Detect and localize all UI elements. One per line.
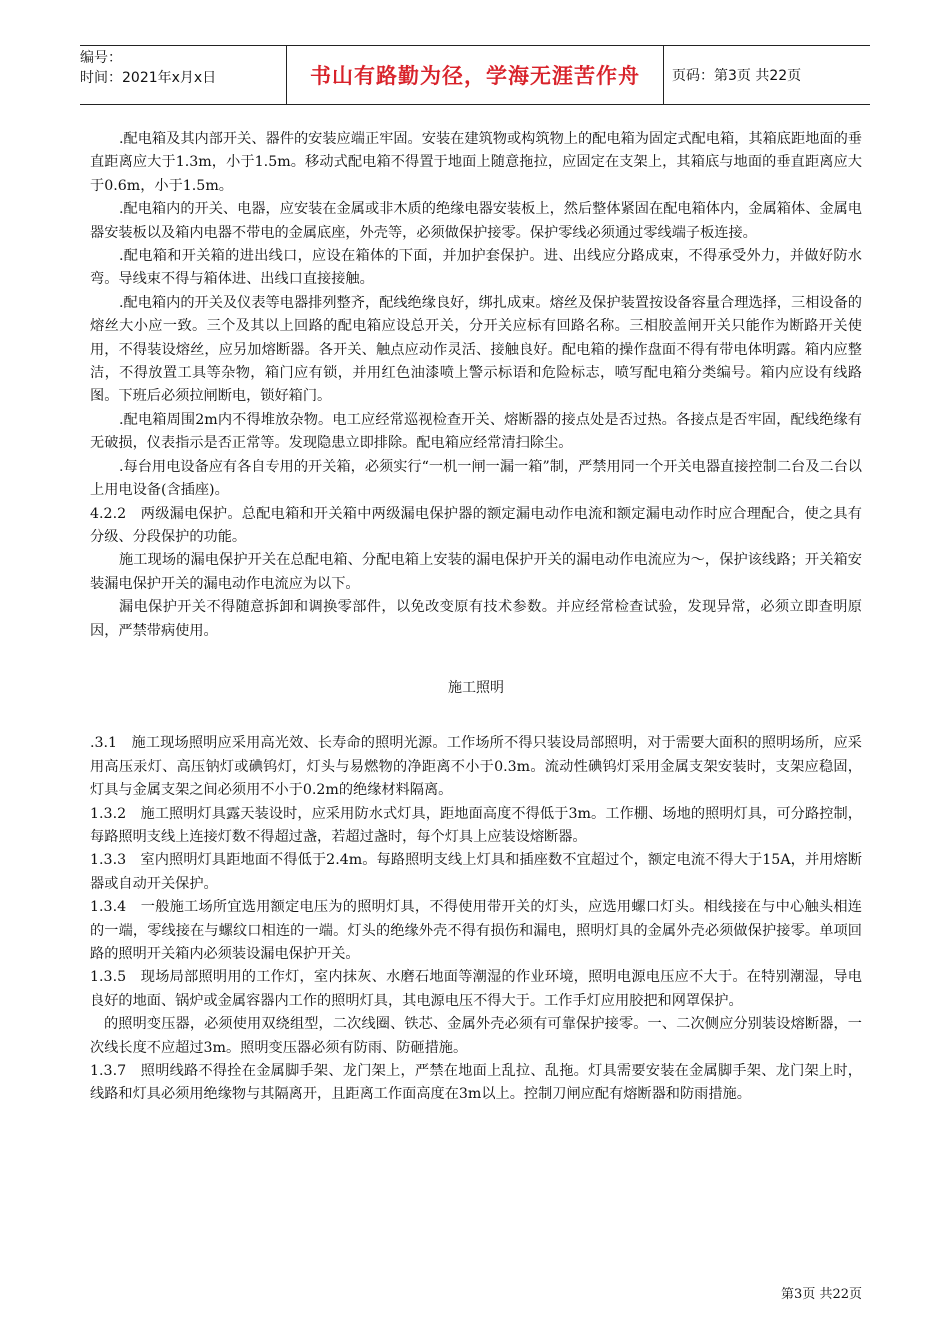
paragraph: 施工现场的漏电保护开关在总配电箱、分配电箱上安装的漏电保护开关的漏电动作电流应为～，保护该线路；开关箱安装漏电保护开关的漏电动作电流应为以下。 xyxy=(90,552,862,592)
document-number-label: 编号： xyxy=(80,50,122,66)
paragraph: .配电箱内的开关、电器，应安装在金属或非木质的绝缘电器安装板上，然后整体紧固在配电箱体内，金属箱体、金属电器安装板以及箱内电器不带电的金属底座，外壳等，必须做保护接零。保护零线必须通过零线端子板连接。 xyxy=(90,201,862,241)
header-meta xyxy=(80,46,287,104)
lighting-paragraph: 1.3.2 施工照明灯具露天装设时，应采用防水式灯具，距地面高度不得低于3m。工作棚、场地的照明灯具，可分路控制，每路照明支线上连接灯数不得超过盏，若超过盏时，每个灯具上应装设熔断器。 xyxy=(90,805,862,845)
lighting-paragraph: 1.3.7 照明线路不得拴在金属脚手架、龙门架上，严禁在地面上乱拉、乱拖。灯具需要安装在金属脚手架、龙门架上时，线路和灯具必须用绝缘物与其隔离开，且距离工作面高度在3m以上。控制刀闸应配有熔断器和防雨措施。 xyxy=(90,1063,862,1103)
paragraph: .配电箱周围2m内不得堆放杂物。电工应经常巡视检查开关、熔断器的接点处是否过热。各接点是否牢固，配线绝缘有无破损，仪表指示是否正常等。发现隐患立即排除。配电箱应经常清扫除尘。 xyxy=(90,411,862,452)
document-date: 时间：2021年x月x日 xyxy=(80,70,217,86)
paragraph: .配电箱内的开关及仪表等电器排列整齐，配线绝缘良好，绑扎成束。熔丝及保护装置按设备容量合理选择，三相设备的熔丝大小应一致。三个及其以上回路的配电箱应设总开关，分开关应标有回路名称。三相胶盖闸开关只能作为断路开关使用，不得装设熔丝，应另加熔断器。各开关、触点应动作灵活、接触良好。配电箱的操作盘面不得有带电体明露。箱内应整洁，不得放置工具等杂物，箱门应有锁，并用红色油漆喷上警示标语和危险标志，喷写配电箱分类编号。箱内应设有线路图。下班后必须拉闸断电，锁好箱门。 xyxy=(90,294,862,405)
lighting-paragraph: 1.3.5 现场局部照明用的工作灯，室内抹灰、水磨石地面等潮湿的作业环境，照明电源电压应不大于。在特别潮湿，导电良好的地面、锅炉或金属容器内工作的照明灯具，其电源电压不得大于。工作手灯应用胶把和网罩保护。 xyxy=(90,969,862,1009)
section-title: 施工照明 xyxy=(448,679,504,696)
lighting-paragraph: 的照明变压器，必须使用双绕组型，二次线圈、铁芯、金属外壳必须有可靠保护接零。一、二次侧应分别装设熔断器，一次线长度不应超过3m。照明变压器必须有防雨、防砸措施。 xyxy=(90,1016,862,1056)
paragraph: .配电箱及其内部开关、器件的安装应端正牢固。安装在建筑物或构筑物上的配电箱为固定式配电箱，其箱底距地面的垂直距离应大于1.3m，小于1.5m。移动式配电箱不得置于地面上随意拖拉，应固定在支架上，其箱底与地面的垂直距离应大于0.6m，小于1.5m。 xyxy=(90,131,862,194)
paragraph: .配电箱和开关箱的进出线口，应设在箱体的下面，并加护套保护。进、出线应分路成束，不得承受外力，并做好防水弯。导线束不得与箱体进、出线口直接接触。 xyxy=(90,248,862,288)
paragraph: 漏电保护开关不得随意拆卸和调换零部件，以免改变原有技术参数。并应经常检查试验，发现异常，必须立即查明原因，严禁带病使用。 xyxy=(90,599,862,639)
lighting-paragraph: 1.3.3 室内照明灯具距地面不得低于2.4m。每路照明支线上灯具和插座数不宜超过个，额定电流不得大于15A，并用熔断器或自动开关保护。 xyxy=(90,852,862,892)
document-body xyxy=(90,128,862,1107)
page-header xyxy=(80,45,870,105)
header-page-number: 页码：第3页 共22页 xyxy=(672,68,802,84)
paragraph: 4.2.2 两级漏电保护。总配电箱和开关箱中两级漏电保护器的额定漏电动作电流和额定漏电动作时应合理配合，使之具有分级、分段保护的功能。 xyxy=(90,505,862,545)
lighting-paragraph: 1.3.4 一般施工场所宜选用额定电压为的照明灯具，不得使用带开关的灯头，应选用螺口灯头。相线接在与中心触头相连的一端，零线接在与螺纹口相连的一端。灯头的绝缘外壳不得有损伤和漏电，照明灯具的金属外壳必须做保护接零。单项回路的照明开关箱内必须装设漏电保护开关。 xyxy=(90,899,862,962)
paragraph: .每台用电设备应有各自专用的开关箱，必须实行“一机一闸一漏一箱”制，严禁用同一个开关电器直接控制二台及二台以上用电设备(含插座)。 xyxy=(90,458,862,499)
lighting-paragraph: .3.1 施工现场照明应采用高光效、长寿命的照明光源。工作场所不得只装设局部照明，对于需要大面积的照明场所，应采用高压汞灯、高压钠灯或碘钨灯，灯头与易燃物的净距离不小于0.3m。流动性碘钨灯采用金属支架安装时，支架应稳固，灯具与金属支架之间必须用不小于0.2m的绝缘材料隔离。 xyxy=(90,735,862,799)
header-motto: 书山有路勤为径，学海无涯苦作舟 xyxy=(287,46,664,104)
page-footer: 第3页 共22页 xyxy=(781,1287,862,1302)
